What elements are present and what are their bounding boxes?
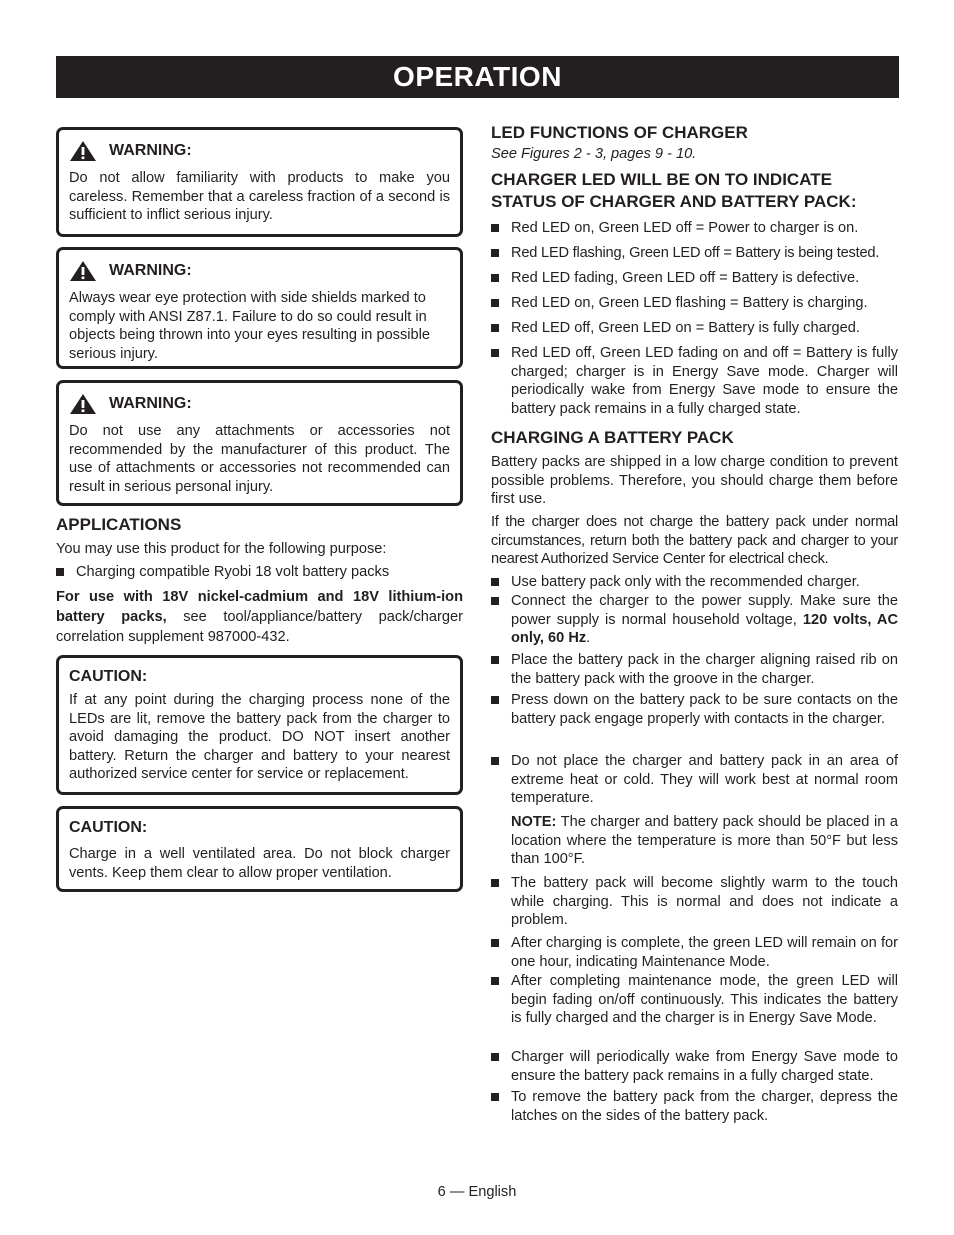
caution-box-2 [56,806,463,892]
list-item-text: Charging compatible Ryobi 18 volt battery packs [76,564,390,580]
list-item-text: To remove the battery pack from the charger, depress the latches on the sides of the battery pack. [511,1089,898,1124]
warning-text: Always wear eye protection with side shields marked to comply with ANSI Z87.1. Failure to do so could result in objects being thrown into your eyes resulting in possible serious injury. [69,290,430,362]
list-item [491,752,898,808]
page-title: OPERATION [56,56,899,98]
list-item-text: Red LED off, Green LED fading on and off = Battery is fully charged; charger is in Energy Save mode. Charger will periodically wake from Energy Save mode to ensure the battery pack remains in a fully charged state. [511,345,898,417]
list-item [491,934,898,971]
list-item-text: The battery pack will become slightly warm to the touch while charging. This is normal and does not indicate a problem. [511,875,898,929]
list-item [491,651,898,688]
list-item-text: After charging is complete, the green LED will remain on for one hour, indicating Maintenance Mode. [511,935,898,970]
charging-para-2: If the charger does not charge the battery pack under normal circumstances, return both the battery pack and charger to your nearest Authorized Service Center for electrical check. [491,514,898,568]
list-item [56,563,463,582]
list-item [491,691,898,728]
list-item-text: After completing maintenance mode, the green LED will begin fading on/off continuously. This indicates the battery is fully charged and the charger is in Energy Save Mode. [511,973,898,1027]
list-item-text: Place the battery pack in the charger aligning raised rib on the battery pack with the groove in the charger. [511,652,898,687]
list-item-end: . [586,630,591,647]
bullet-square-icon [491,274,499,282]
warning-label: WARNING: [109,262,192,279]
bullet-square-icon [491,939,499,947]
list-item [491,972,898,1028]
caution-text: If at any point during the charging process none of the LEDs are lit, remove the battery pack from the charger to avoid damaging the product. DO NOT insert another battery. Return the charger and battery to your nearest authorized service center for service or replacement. [69,692,450,783]
warning-label: WARNING: [109,395,192,412]
voltage-spec: 120 volts, AC only, 60 Hz [511,611,898,647]
caution-text: Charge in a well ventilated area. Do not block charger vents. Keep them clear to allow proper ventilation. [69,846,450,881]
applications-note-rest: see tool/appliance/battery pack/charger correlation supplement 987000-432. [56,609,463,645]
led-figure-ref: See Figures 2 - 3, pages 9 - 10. [491,146,697,162]
warning-text: Do not allow familiarity with products to make you careless. Remember that a careless fraction of a second is sufficient to inflict serious injury. [69,170,450,224]
list-item-text: Red LED flashing, Green LED off = Battery is being tested. [511,245,880,261]
list-item-text: Press down on the battery pack to be sure contacts on the battery pack engage properly with contacts in the charger. [511,692,898,727]
charging-para-1: Battery packs are shipped in a low charge condition to prevent possible problems. Therefore, you should charge them before first use. [491,454,898,508]
applications-note [56,587,463,647]
list-item-text: Do not place the charger and battery pack in an area of extreme heat or cold. They will work best at normal room temperature. [511,753,898,807]
list-item-text: Use battery pack only with the recommended charger. [511,574,860,590]
list-item [491,1048,898,1085]
list-item-text: Red LED off, Green LED on = Battery is fully charged. [511,320,860,336]
warning-box-1 [56,127,463,237]
warning-box-2 [56,247,463,369]
applications-intro: You may use this product for the following purpose: [56,541,387,557]
charging-heading: CHARGING A BATTERY PACK [491,428,734,447]
bullet-square-icon [491,977,499,985]
warning-triangle-icon [69,393,97,415]
applications-note-bold: For use with 18V nickel-cadmium and 18V lithium-ion battery packs, [56,589,463,625]
caution-box-1 [56,655,463,795]
list-item [491,294,898,313]
led-subheading: CHARGER LED WILL BE ON TO INDICATE STATUS OF CHARGER AND BATTERY PACK: [491,170,857,211]
list-item [491,244,898,263]
list-item-text: Red LED fading, Green LED off = Battery is defective. [511,270,860,286]
note-label: NOTE: [511,814,557,830]
led-heading: LED FUNCTIONS OF CHARGER [491,123,748,142]
list-item [491,592,898,648]
list-item [491,573,898,592]
note-text: The charger and battery pack should be placed in a location where the temperature is more than 50°F but less than 100°F. [511,814,898,868]
caution-label: CAUTION: [69,668,148,685]
list-item [491,344,898,418]
bullet-square-icon [491,757,499,765]
bullet-square-icon [56,568,64,576]
bullet-square-icon [491,578,499,586]
page-footer: 6 — English [437,1184,517,1200]
list-item [491,874,898,930]
note [491,813,898,869]
bullet-square-icon [491,597,499,605]
bullet-square-icon [491,249,499,257]
bullet-square-icon [491,324,499,332]
caution-label: CAUTION: [69,819,148,836]
warning-text: Do not use any attachments or accessories not recommended by the manufacturer of this product. The use of attachments or accessories not recommended can result in serious personal injury. [69,423,450,495]
list-item-text: Red LED on, Green LED off = Power to charger is on. [511,220,859,236]
bullet-square-icon [491,1093,499,1101]
list-item [491,219,898,238]
bullet-square-icon [491,1053,499,1061]
applications-heading: APPLICATIONS [56,515,182,534]
list-item-text: Connect the charger to the power supply. Make sure the power supply is normal household voltage, [511,593,898,628]
bullet-square-icon [491,656,499,664]
list-item-text: Charger will periodically wake from Energy Save mode to ensure the battery pack remains in a fully charged state. [511,1049,898,1084]
bullet-square-icon [491,696,499,704]
warning-box-3 [56,380,463,506]
warning-label: WARNING: [109,142,192,159]
warning-triangle-icon [69,260,97,282]
warning-triangle-icon [69,140,97,162]
list-item [491,319,898,338]
list-item [491,269,898,288]
bullet-square-icon [491,349,499,357]
bullet-square-icon [491,299,499,307]
list-item-text: Red LED on, Green LED flashing = Battery is charging. [511,295,868,311]
bullet-square-icon [491,224,499,232]
list-item [491,1088,898,1125]
bullet-square-icon [491,879,499,887]
